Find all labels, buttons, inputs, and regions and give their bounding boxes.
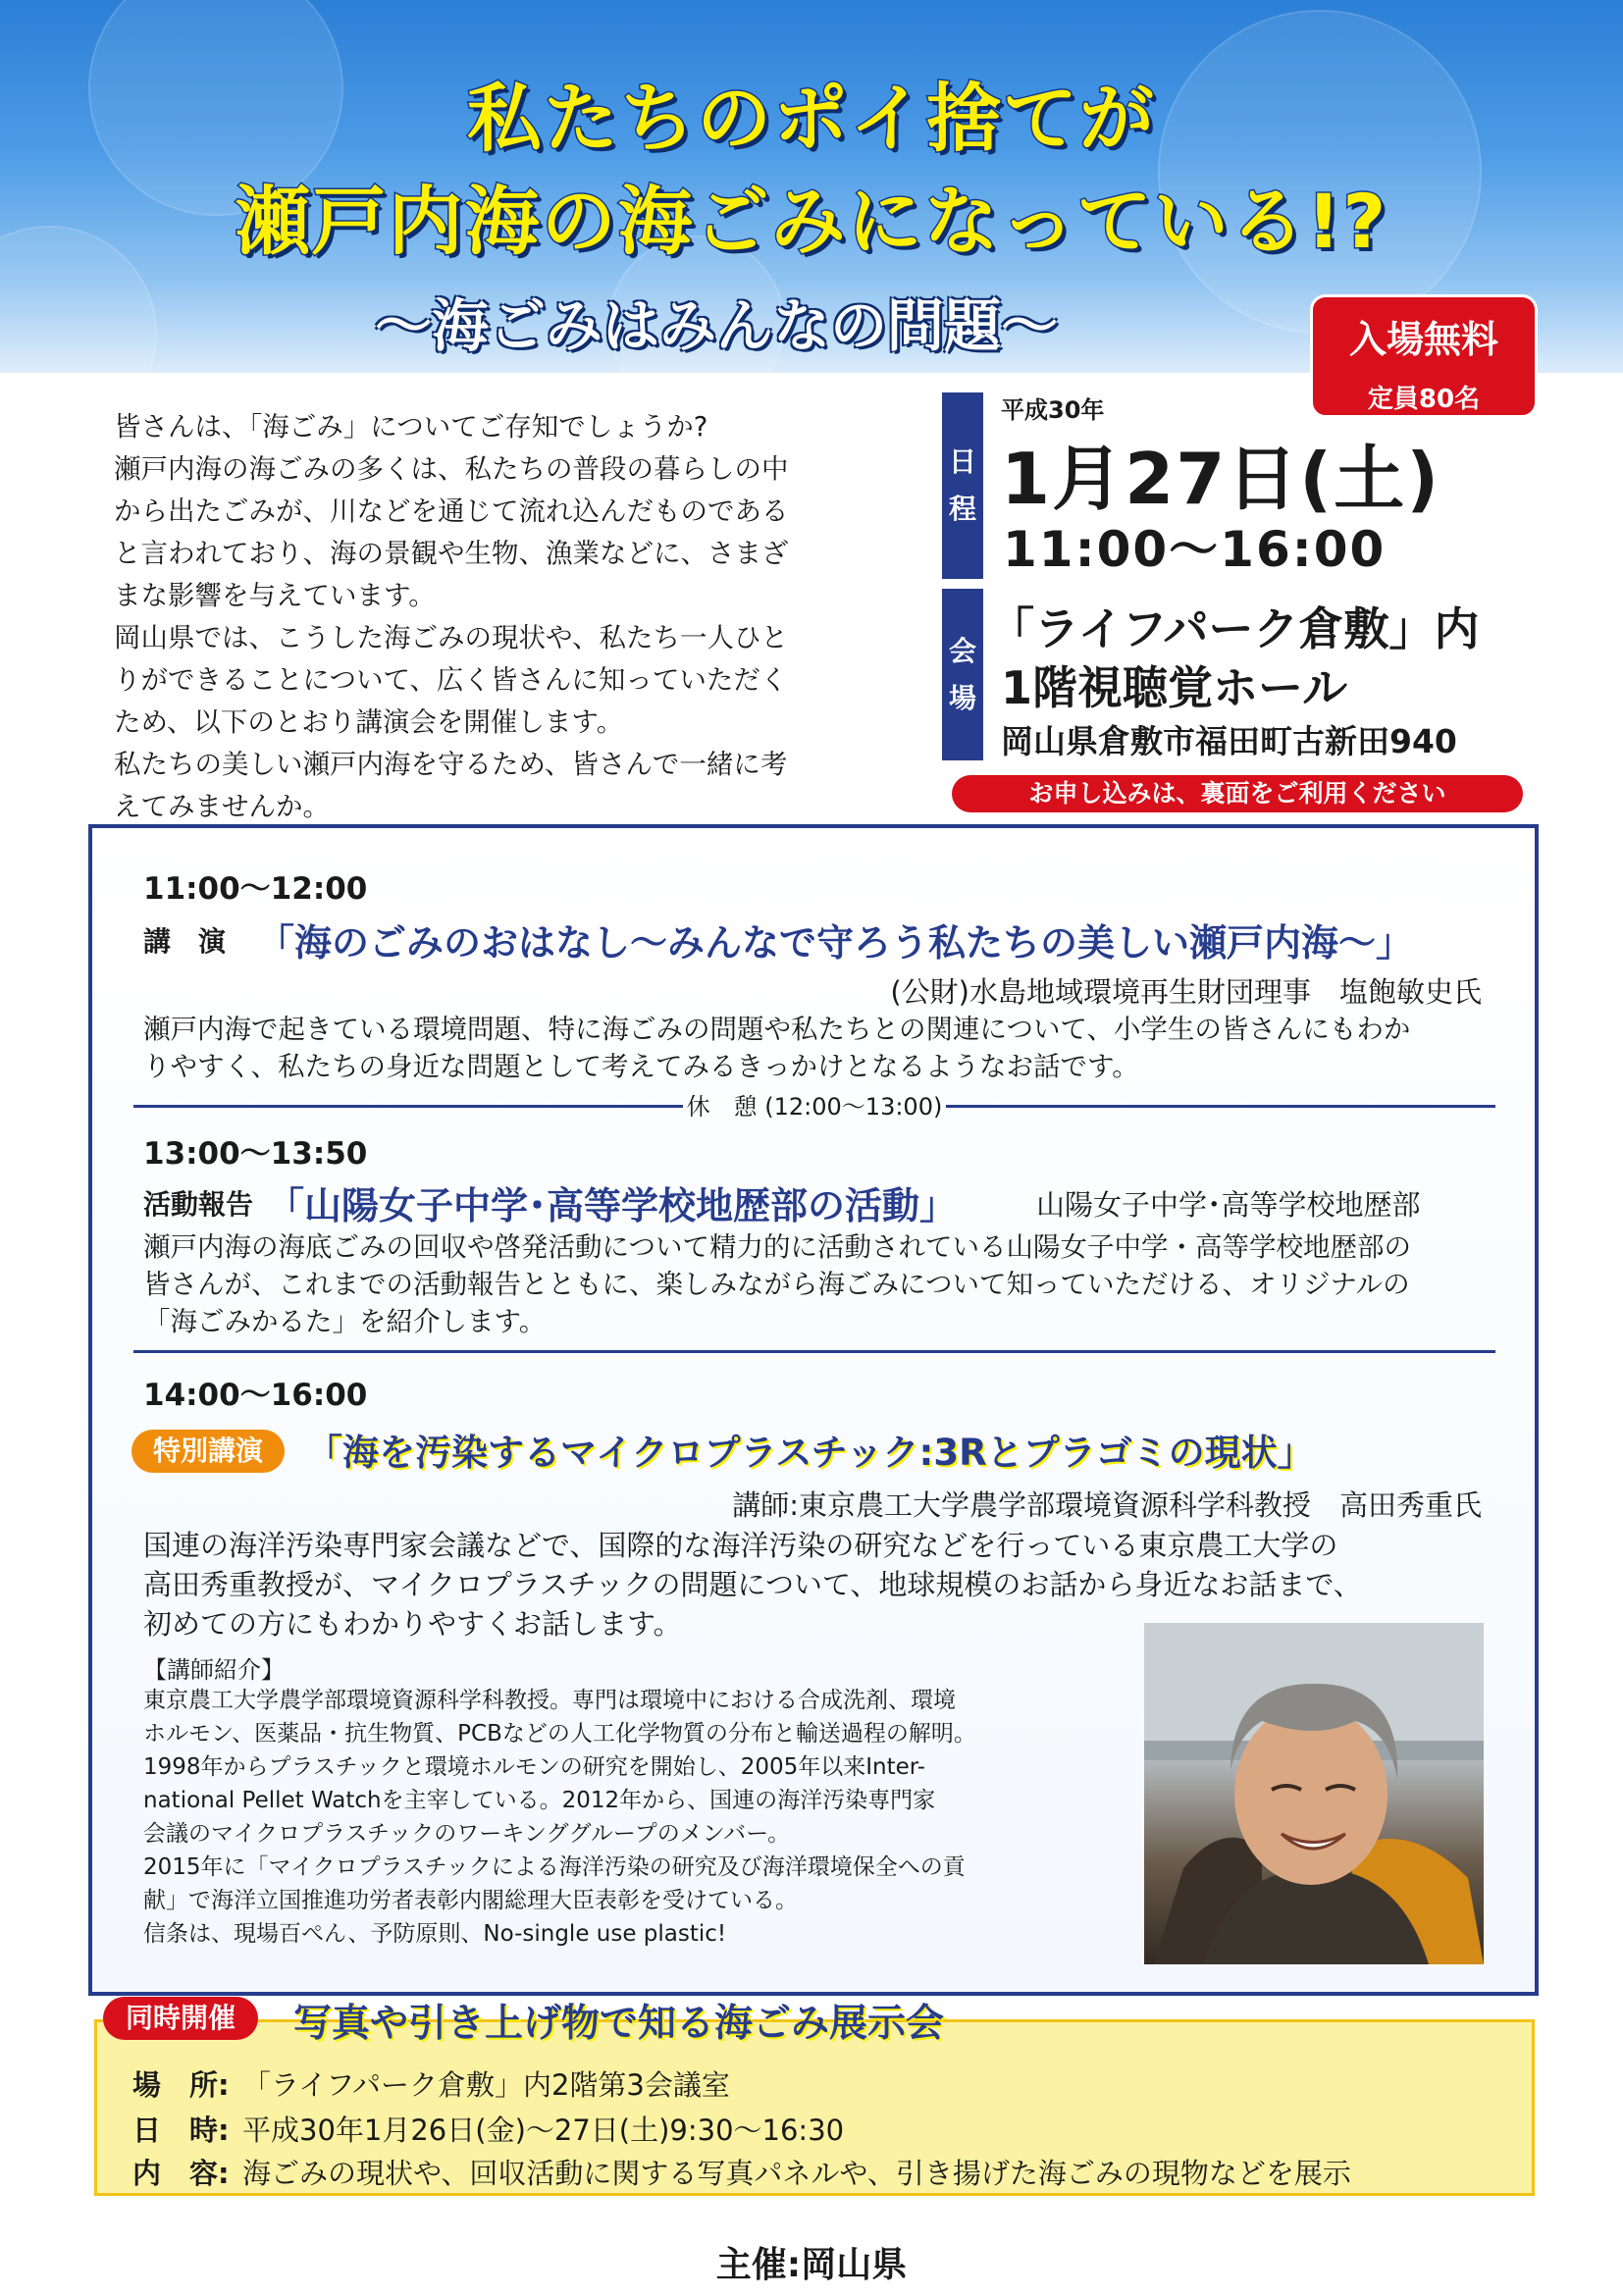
organizer: 主催:岡山県 <box>715 2245 908 2285</box>
session2-kind: 活動報告 <box>143 1188 254 1221</box>
capacity-label: 定員80名 <box>1367 385 1481 414</box>
session3-title: 「海を汚染するマイクロプラスチック:3Rとプラゴミの現状」 <box>306 1432 1314 1474</box>
program-box <box>88 824 1539 1996</box>
exhibit-value: 平成30年1月26日(金)〜27日(土)9:30〜16:30 <box>242 2113 845 2147</box>
date-label <box>942 392 983 579</box>
venue-room: 1階視聴覚ホール <box>1001 661 1348 714</box>
exhibit-row-datetime <box>132 2109 844 2149</box>
session2-time: 13:00〜13:50 <box>143 1136 368 1172</box>
apply-note: お申し込みは、裏面をご利用ください <box>952 775 1523 812</box>
venue-address: 岡山県倉敷市福田町古新田940 <box>1001 722 1457 760</box>
exhibit-key: 日 時: <box>132 2113 230 2147</box>
date-label-char: 程 <box>948 493 976 525</box>
bio-line: ホルモン、医薬品・抗生物質、PCBなどの人工化学物質の分布と輸送過程の解明。 <box>143 1721 976 1747</box>
bio-line: 東京農工大学農学部環境資源科学科教授。専門は環境中における合成洗剤、環境 <box>143 1688 956 1713</box>
bio-text <box>143 1684 976 1951</box>
session3-speaker: 講師:東京農工大学農学部環境資源科学科教授 高田秀重氏 <box>732 1488 1482 1522</box>
event-date: 1月27日(土) <box>1001 438 1441 520</box>
session2-desc: 瀬戸内海の海底ごみの回収や啓発活動について精力的に活動されている山陽女子中学・高等学校地歴部の <box>143 1231 1411 1263</box>
session3-desc: 高田秀重教授が、マイクロプラスチックの問題について、地球規模のお話から身近なお話まで、 <box>143 1568 1362 1601</box>
intro-line: りができることについて、広く皆さんに知っていただく <box>114 664 788 696</box>
intro-line: 岡山県では、こうした海ごみの現状や、私たち一人ひと <box>114 622 788 653</box>
divider-line <box>133 1105 683 1108</box>
exhibit-key: 場 所: <box>132 2068 230 2102</box>
intro-line: ため、以下のとおり講演会を開催します。 <box>114 706 624 738</box>
intro-line: から出たごみが、川などを通じて流れ込んだものである <box>114 496 789 527</box>
exhibit-row-place <box>132 2063 730 2104</box>
bio-line: 会議のマイクロプラスチックのワーキンググループのメンバー。 <box>143 1821 791 1847</box>
session1-speaker: (公財)水島地域環境再生財団理事 塩飽敏史氏 <box>890 975 1482 1009</box>
session2-desc: 皆さんが、これまでの活動報告とともに、楽しみながら海ごみについて知っていただける、オリジナルの <box>143 1269 1410 1300</box>
section-divider <box>133 1350 1495 1353</box>
special-lecture-badge: 特別講演 <box>131 1430 285 1473</box>
bio-line: 献」で海洋立国推進功労者表彰内閣総理大臣表彰を受けている。 <box>143 1888 798 1913</box>
free-admission-label: 入場無料 <box>1348 318 1498 361</box>
intro-line: まな影響を与えています。 <box>114 580 436 611</box>
break-divider <box>133 1093 1495 1121</box>
session1-time: 11:00〜12:00 <box>143 871 368 907</box>
session2-title: 「山陽女子中学･高等学校地歴部の活動」 <box>267 1184 958 1227</box>
intro-line: 瀬戸内海の海ごみの多くは、私たちの普段の暮らしの中 <box>114 453 789 485</box>
venue-label-char: 会 <box>948 634 976 667</box>
venue-label <box>942 589 983 760</box>
intro-line: 私たちの美しい瀬戸内海を守るため、皆さんで一緒に考 <box>114 749 788 780</box>
session3-desc: 国連の海洋汚染専門家会議などで、国際的な海洋汚染の研究などを行っている東京農工大学の <box>143 1529 1338 1562</box>
speaker-photo <box>1144 1623 1484 1964</box>
page-title-line-2: 瀬戸内海の海ごみになっている!? <box>235 178 1388 265</box>
session1-kind: 講 演 <box>143 925 227 958</box>
bio-line: national Pellet Watchを主宰している。2012年から、国連の海洋汚染専門家 <box>143 1788 936 1813</box>
session1-desc: りやすく、私たちの身近な問題として考えてみるきっかけとなるようなお話です。 <box>143 1051 1139 1082</box>
event-time: 11:00〜16:00 <box>1003 521 1387 578</box>
page-subtitle: 〜海ごみはみんなの問題〜 <box>374 292 1058 359</box>
exhibit-title: 写真や引き上げ物で知る海ごみ展示会 <box>293 2002 945 2046</box>
venue-name: 「ライフパーク倉敷」内 <box>989 602 1480 655</box>
page-title-line-1: 私たちのポイ捨てが <box>467 75 1156 162</box>
venue-label-char: 場 <box>948 681 976 714</box>
exhibit-value: 海ごみの現状や、回収活動に関する写真パネルや、引き揚げた海ごみの現物などを展示 <box>242 2157 1351 2190</box>
session1-desc: 瀬戸内海で起きている環境問題、特に海ごみの問題や私たちとの関連について、小学生の皆さんにもわか <box>143 1014 1411 1045</box>
exhibit-key: 内 容: <box>132 2157 230 2190</box>
exhibit-box <box>94 2002 1535 2196</box>
intro-line: と言われており、海の景観や生物、漁業などに、さまざ <box>114 538 789 569</box>
intro-text <box>88 389 905 846</box>
session3-desc: 初めての方にもわかりやすくお話します。 <box>143 1607 682 1641</box>
divider-line <box>946 1105 1495 1108</box>
bio-line: 1998年からプラスチックと環境ホルモンの研究を開始し、2005年以来Inter- <box>143 1754 926 1780</box>
exhibit-row-content <box>132 2152 1351 2192</box>
break-label: 休 憩 (12:00〜13:00) <box>686 1093 943 1121</box>
session2-speaker: 山陽女子中学･高等学校地歴部 <box>1036 1188 1421 1222</box>
free-admission-badge <box>1310 294 1538 418</box>
bio-line: 信条は、現場百ぺん、予防原則、No-single use plastic! <box>143 1921 727 1947</box>
session2-desc: 「海ごみかるた」を紹介します。 <box>143 1306 547 1337</box>
session1-title: 「海のごみのおはなし〜みんなで守ろう私たちの美しい瀬戸内海〜」 <box>257 921 1414 965</box>
speaker-portrait-illustration <box>1144 1623 1484 1964</box>
exhibit-value: 「ライフパーク倉敷」内2階第3会議室 <box>242 2068 730 2102</box>
concurrent-event-badge: 同時開催 <box>103 1997 258 2040</box>
intro-line: 皆さんは、「海ごみ」についてご存知でしょうか? <box>114 411 708 443</box>
intro-line: えてみませんか。 <box>114 791 330 822</box>
bio-heading: 【講師紹介】 <box>143 1656 285 1684</box>
bio-line: 2015年に「マイクロプラスチックによる海洋汚染の研究及び海洋環境保全への貢 <box>143 1854 966 1880</box>
event-era: 平成30年 <box>1001 396 1105 424</box>
date-label-char: 日 <box>948 445 976 478</box>
session3-time: 14:00〜16:00 <box>143 1378 368 1413</box>
